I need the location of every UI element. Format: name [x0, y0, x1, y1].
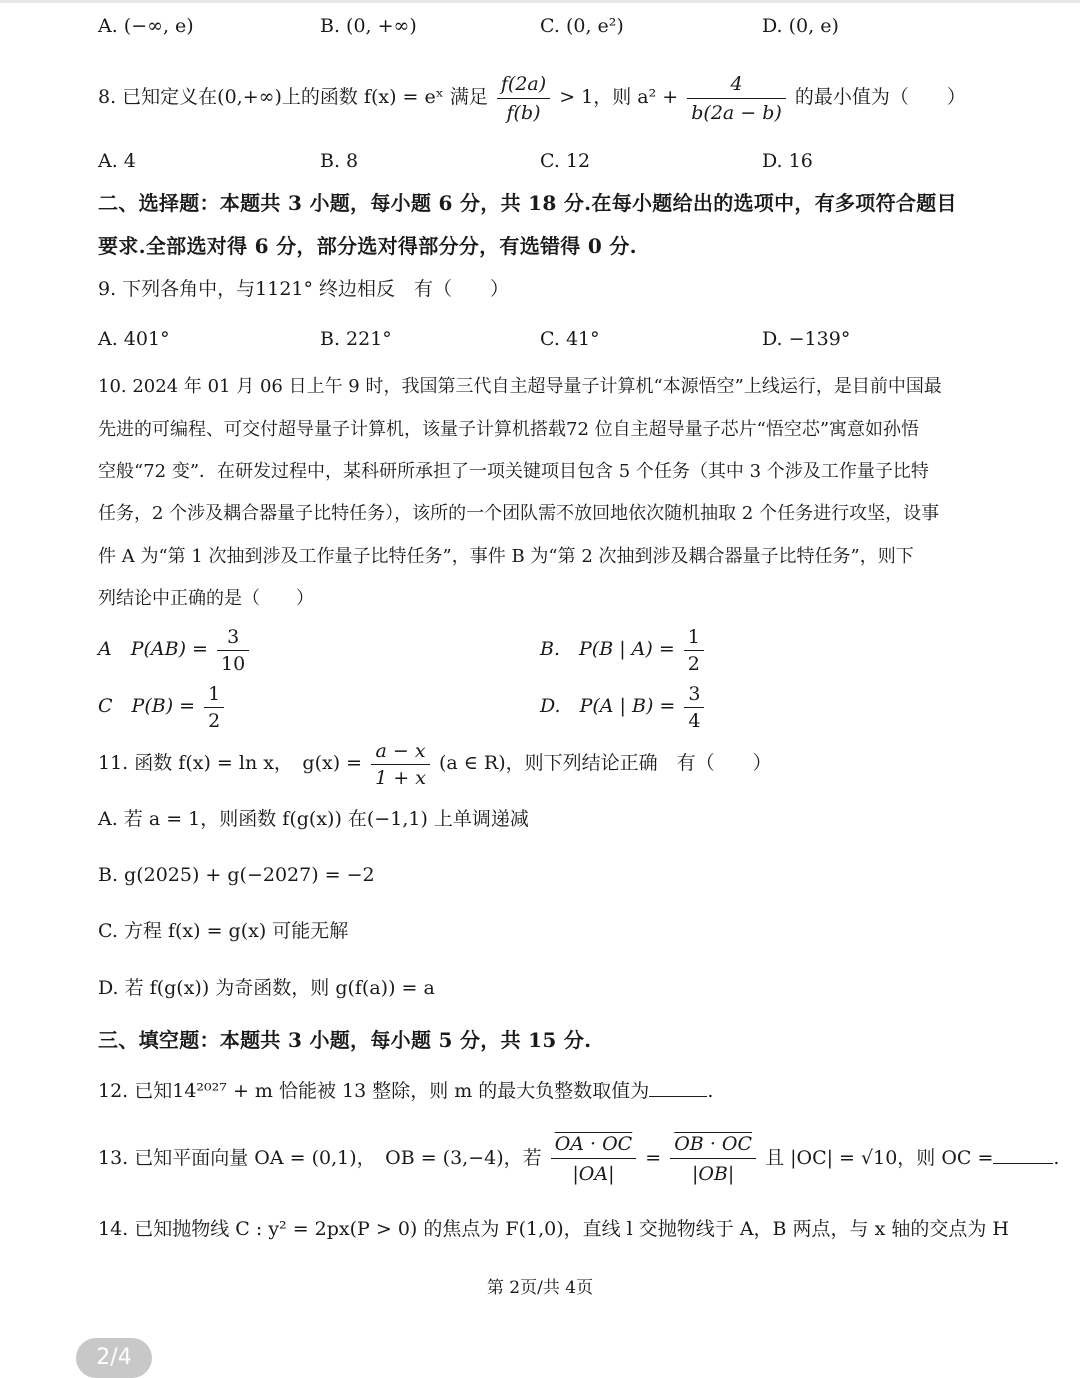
q10-line-1: 10. 2024 年 01 月 06 日上午 9 时，我国第三代自主超导量子计算机“本源悟空”上线运行，是目前中国最 — [98, 376, 942, 397]
q13-fraction-2 — [670, 1132, 756, 1187]
q10-option-c-den: 2 — [208, 709, 221, 732]
q11-fraction — [371, 740, 430, 789]
q11-option-b: B. g(2025) + g(−2027) = −2 — [98, 864, 375, 886]
q7-option-b: B. (0, +∞) — [320, 15, 417, 37]
q9-option-d: D. −139° — [762, 328, 851, 350]
q11-fraction-num: a − x — [371, 740, 430, 765]
q10-option-a-label: A P(AB) = — [98, 638, 208, 660]
q13-fraction-2-den: |OB| — [691, 1162, 735, 1185]
q7-option-a: A. (−∞, e) — [98, 15, 194, 37]
q7-option-d: D. (0, e) — [762, 15, 839, 37]
q10-option-a — [98, 624, 252, 675]
q10-option-d-num: 3 — [684, 683, 704, 708]
q8-stem-mid: > 1，则 a² + — [559, 86, 679, 108]
section-2-heading-line-2: 要求.全部选对得 6 分，部分选对得部分分，有选错得 0 分. — [98, 234, 637, 258]
q11-stem-post: (a ∈ R)，则下列结论正确 有（ ） — [439, 752, 772, 774]
q12-stem — [98, 1078, 713, 1101]
q11-fraction-den: 1 + x — [375, 766, 426, 789]
q13-answer-blank[interactable] — [993, 1145, 1053, 1164]
q8-fraction-1-num: f(2a) — [497, 72, 550, 99]
q8-stem-post: 的最小值为（ ） — [794, 86, 966, 108]
q8-stem-pre: 8. 已知定义在(0,+∞)上的函数 f(x) = eˣ 满足 — [98, 86, 488, 108]
q8-option-b: B. 8 — [320, 150, 359, 172]
q8-fraction-2-den: b(2a − b) — [691, 101, 782, 124]
q8-option-a: A. 4 — [98, 150, 136, 172]
q13-fraction-1-num: OA · OC — [551, 1132, 637, 1159]
q9-option-a: A. 401° — [98, 328, 170, 350]
q10-line-6: 列结论中正确的是（ ） — [98, 588, 314, 609]
q8-fraction-2 — [687, 72, 786, 125]
q14-stem: 14. 已知抛物线 C : y² = 2px(P > 0) 的焦点为 F(1,0)，直线 l 交抛物线于 A，B 两点，与 x 轴的交点为 H — [98, 1218, 1009, 1240]
q10-option-d-label: D. P(A | B) = — [540, 695, 676, 717]
q10-option-b-fraction — [684, 626, 704, 675]
q8-option-d: D. 16 — [762, 150, 813, 172]
q10-option-b-num: 1 — [684, 626, 704, 651]
q11-option-d: D. 若 f(g(x)) 为奇函数，则 g(f(a)) = a — [98, 977, 435, 999]
q13-stem — [98, 1128, 1059, 1188]
q8-fraction-2-num: 4 — [687, 72, 786, 99]
q10-line-5: 件 A 为“第 1 次抽到涉及工作量子比特任务”，事件 B 为“第 2 次抽到涉及耦合器量子比特任务”，则下 — [98, 546, 914, 567]
q12-stem-end: . — [707, 1080, 714, 1102]
q10-option-c-label: C P(B) = — [98, 695, 196, 717]
section-2-heading-line-1: 二、选择题：本题共 3 小题，每小题 6 分，共 18 分.在每小题给出的选项中，有多项符合题目 — [98, 191, 957, 215]
q10-line-4: 任务，2 个涉及耦合器量子比特任务），该所的一个团队需不放回地依次随机抽取 2 个任务进行攻坚，设事 — [98, 503, 940, 524]
q11-option-c: C. 方程 f(x) = g(x) 可能无解 — [98, 920, 349, 942]
section-3-heading: 三、填空题：本题共 3 小题，每小题 5 分，共 15 分. — [98, 1028, 592, 1052]
q13-fraction-1-den: |OA| — [572, 1162, 615, 1185]
q10-option-d — [540, 681, 707, 732]
page-footer: 第 2页/共 4页 — [486, 1278, 594, 1298]
q10-line-3: 空般“72 变”．在研发过程中，某科研所承担了一项关键项目包含 5 个任务（其中 3 个涉及工作量子比特 — [98, 461, 929, 482]
q12-answer-blank[interactable] — [649, 1078, 707, 1097]
q13-equals: = — [645, 1147, 662, 1169]
q13-stem-end: . — [1053, 1147, 1060, 1169]
q9-option-c: C. 41° — [540, 328, 600, 350]
q12-stem-text: 12. 已知14²⁰²⁷ + m 恰能被 13 整除，则 m 的最大负整数取值为 — [98, 1080, 650, 1102]
q10-option-d-fraction — [684, 683, 704, 732]
q7-option-c: C. (0, e²) — [540, 15, 624, 37]
q8-fraction-1-den: f(b) — [506, 101, 541, 124]
q10-option-c — [98, 681, 227, 732]
q8-fraction-1 — [497, 72, 550, 125]
q9-stem: 9. 下列各角中，与1121° 终边相反 有（ ） — [98, 278, 510, 300]
q13-fraction-1 — [551, 1132, 637, 1187]
q11-stem-pre: 11. 函数 f(x) = ln x， g(x) = — [98, 752, 363, 774]
q10-line-2: 先进的可编程、可交付超导量子计算机，该量子计算机搭载72 位自主超导量子芯片“悟空芯”寓意如孙悟 — [98, 419, 920, 440]
q10-option-a-den: 10 — [221, 652, 246, 675]
q10-option-b-den: 2 — [687, 652, 700, 675]
q10-option-b-label: B. P(B | A) = — [540, 638, 675, 660]
q10-option-c-fraction — [204, 683, 224, 732]
q10-option-d-den: 4 — [688, 709, 701, 732]
q11-stem — [98, 738, 772, 789]
page-indicator[interactable]: 2/4 — [76, 1338, 152, 1378]
q13-fraction-2-num: OB · OC — [670, 1132, 756, 1159]
q10-option-a-num: 3 — [217, 626, 249, 651]
q10-option-b — [540, 624, 707, 675]
q8-option-c: C. 12 — [540, 150, 591, 172]
q10-option-a-fraction — [217, 626, 249, 675]
q8-stem — [98, 70, 966, 125]
q11-option-a: A. 若 a = 1，则函数 f(g(x)) 在(−1,1) 上单调递减 — [98, 808, 529, 830]
q9-option-b: B. 221° — [320, 328, 392, 350]
q13-stem-post: 且 |OC| = √10，则 OC = — [765, 1147, 994, 1169]
q13-stem-pre: 13. 已知平面向量 OA = (0,1)， OB = (3,−4)，若 — [98, 1147, 542, 1169]
q10-option-c-num: 1 — [204, 683, 224, 708]
